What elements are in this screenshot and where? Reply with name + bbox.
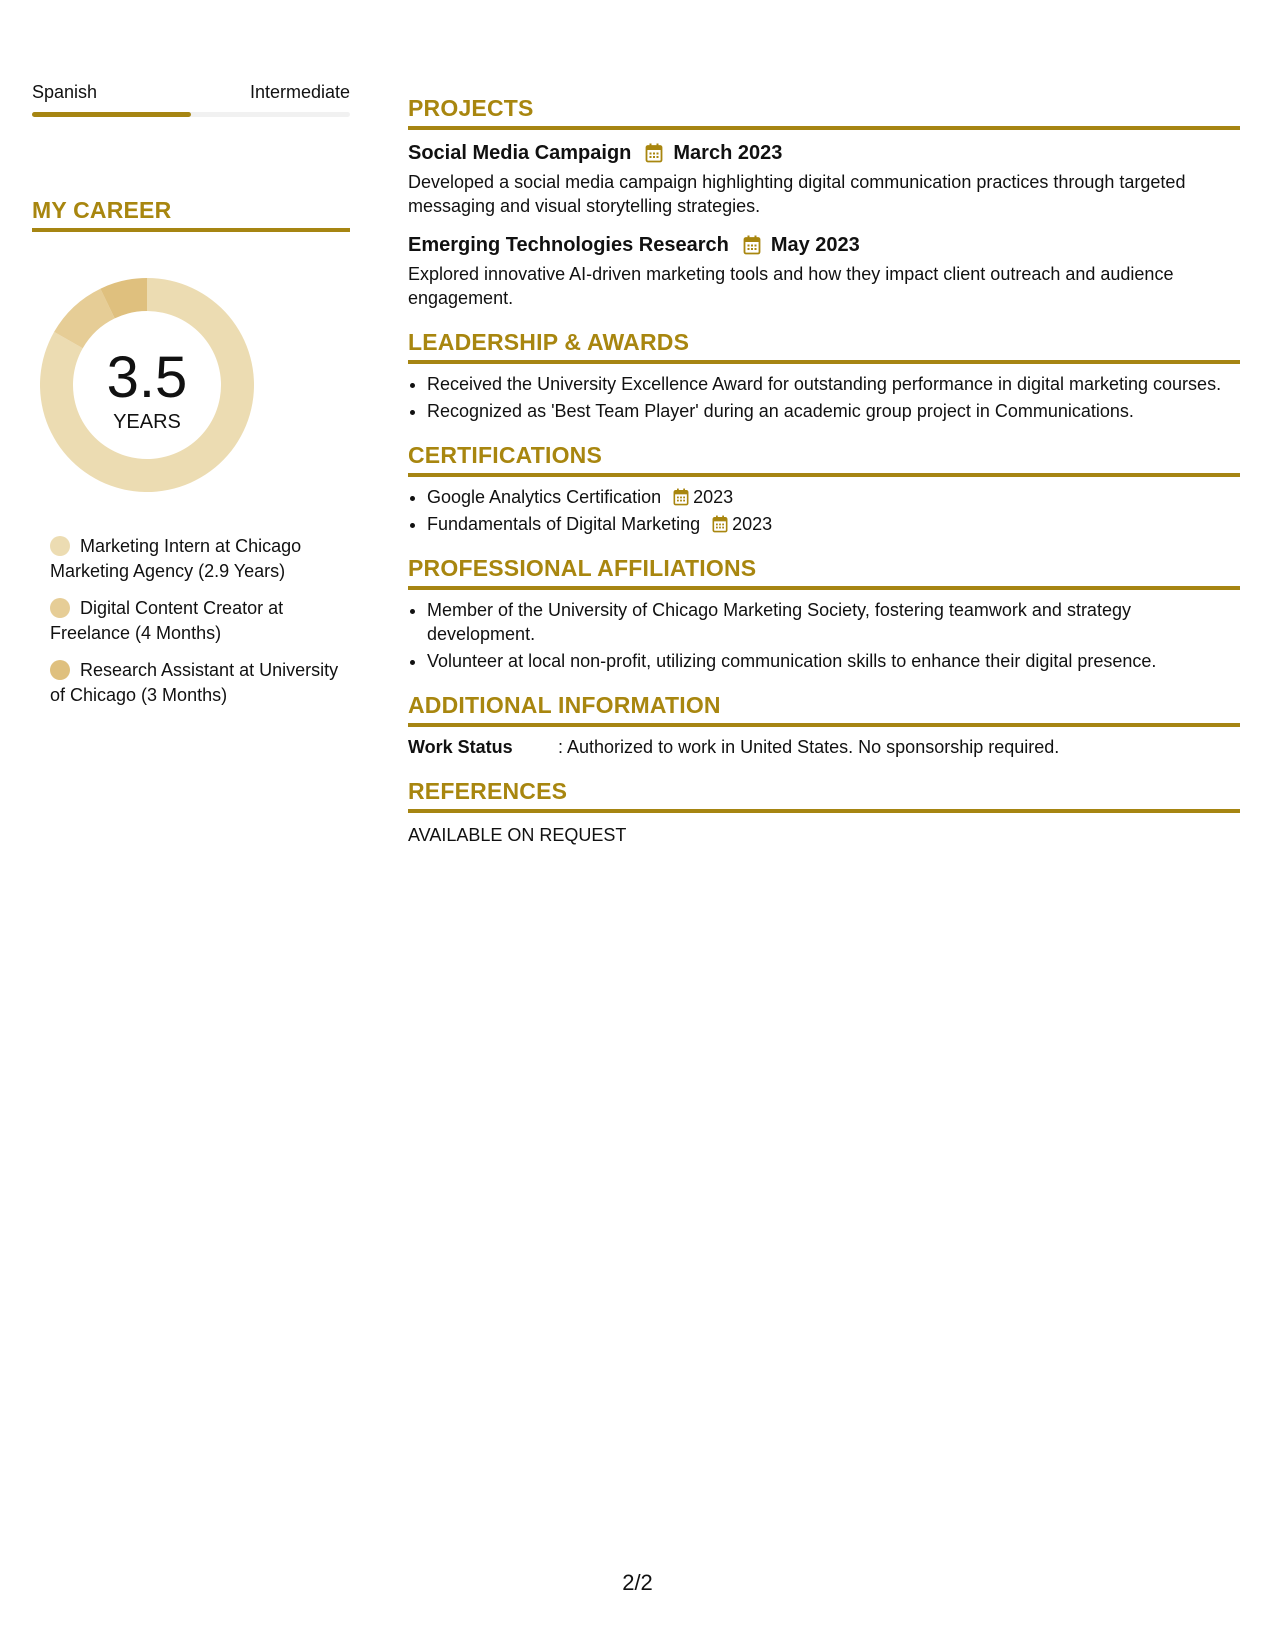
project-description: Explored innovative AI-driven marketing tools and how they impact client outreach and audience engagement. (408, 264, 1174, 308)
certifications-list (408, 485, 1240, 536)
leadership-list (408, 372, 1240, 423)
career-legend-label: Digital Content Creator at Freelance (4 Months) (50, 598, 284, 643)
certification-year: 2023 (693, 487, 734, 507)
certification-year: 2023 (732, 514, 773, 534)
calendar-icon (673, 488, 689, 506)
list-item: • Volunteer at local non-profit, utilizing communication skills to enhance their digital presence. (427, 649, 1240, 673)
leadership-section (408, 328, 1240, 423)
affiliations-list (408, 598, 1240, 673)
career-total-unit: YEARS (113, 411, 181, 433)
career-legend-item (50, 534, 340, 584)
section-divider (408, 126, 1240, 130)
project-name: Emerging Technologies Research (408, 234, 729, 256)
certifications-section (408, 441, 1240, 536)
language-skill (32, 80, 350, 117)
career-legend-item (50, 658, 340, 708)
language-level: Intermediate (249, 82, 350, 102)
project-name: Social Media Campaign (408, 142, 632, 164)
list-item: • Member of the University of Chicago Marketing Society, fostering teamwork and strategy development. (427, 598, 1240, 646)
career-legend-item (50, 596, 340, 646)
additional-info-section (408, 691, 1240, 759)
list-item: • Received the University Excellence Award for outstanding performance in digital marketing courses. (427, 372, 1240, 396)
certifications-title: CERTIFICATIONS (408, 442, 603, 468)
additional-info-title: ADDITIONAL INFORMATION (408, 692, 721, 718)
career-legend-label: Research Assistant at University of Chicago (3 Months) (50, 660, 339, 705)
page-number: 2/2 (622, 1570, 653, 1595)
language-name: Spanish (32, 82, 98, 102)
work-status-value: : Authorized to work in United States. No sponsorship required. (558, 737, 1060, 757)
list-item (427, 512, 1240, 536)
references-value: AVAILABLE ON REQUEST (408, 825, 627, 845)
calendar-icon (645, 143, 663, 163)
affiliations-section (408, 554, 1240, 673)
project-date: May 2023 (770, 234, 860, 256)
projects-section (408, 94, 1240, 310)
section-divider (408, 809, 1240, 813)
career-total-years: 3.5 (106, 345, 188, 410)
legend-dot (50, 660, 70, 680)
calendar-icon (712, 515, 728, 533)
section-divider (408, 360, 1240, 364)
section-divider (408, 473, 1240, 477)
career-donut-chart (32, 270, 262, 500)
section-divider (32, 228, 350, 232)
project-heading (408, 140, 1240, 166)
calendar-icon (743, 235, 761, 255)
career-legend-label: Marketing Intern at Chicago Marketing Agency (2.9 Years) (50, 536, 302, 581)
career-title: MY CAREER (32, 197, 172, 223)
certification-name: • Google Analytics Certification (427, 487, 662, 507)
projects-title: PROJECTS (408, 95, 534, 121)
legend-dot (50, 536, 70, 556)
work-status-row (408, 735, 1240, 759)
language-proficiency-bar (32, 112, 350, 117)
references-title: REFERENCES (408, 778, 568, 804)
career-section (32, 196, 350, 232)
list-item (427, 485, 1240, 509)
project-date: March 2023 (673, 142, 783, 164)
references-section (408, 777, 1240, 847)
main-column (408, 94, 1240, 859)
language-proficiency-fill (32, 112, 191, 117)
career-legend (50, 534, 340, 720)
section-divider (408, 723, 1240, 727)
legend-dot (50, 598, 70, 618)
project-heading (408, 232, 1240, 258)
certification-name: • Fundamentals of Digital Marketing (427, 514, 701, 534)
section-divider (408, 586, 1240, 590)
list-item: • Recognized as 'Best Team Player' during an academic group project in Communications. (427, 399, 1240, 423)
work-status-label: Work Status (408, 737, 513, 757)
affiliations-title: PROFESSIONAL AFFILIATIONS (408, 555, 757, 581)
leadership-title: LEADERSHIP & AWARDS (408, 329, 690, 355)
project-description: Developed a social media campaign highlighting digital communication practices through targeted messaging and visual storytelling strategies. (408, 172, 1186, 216)
